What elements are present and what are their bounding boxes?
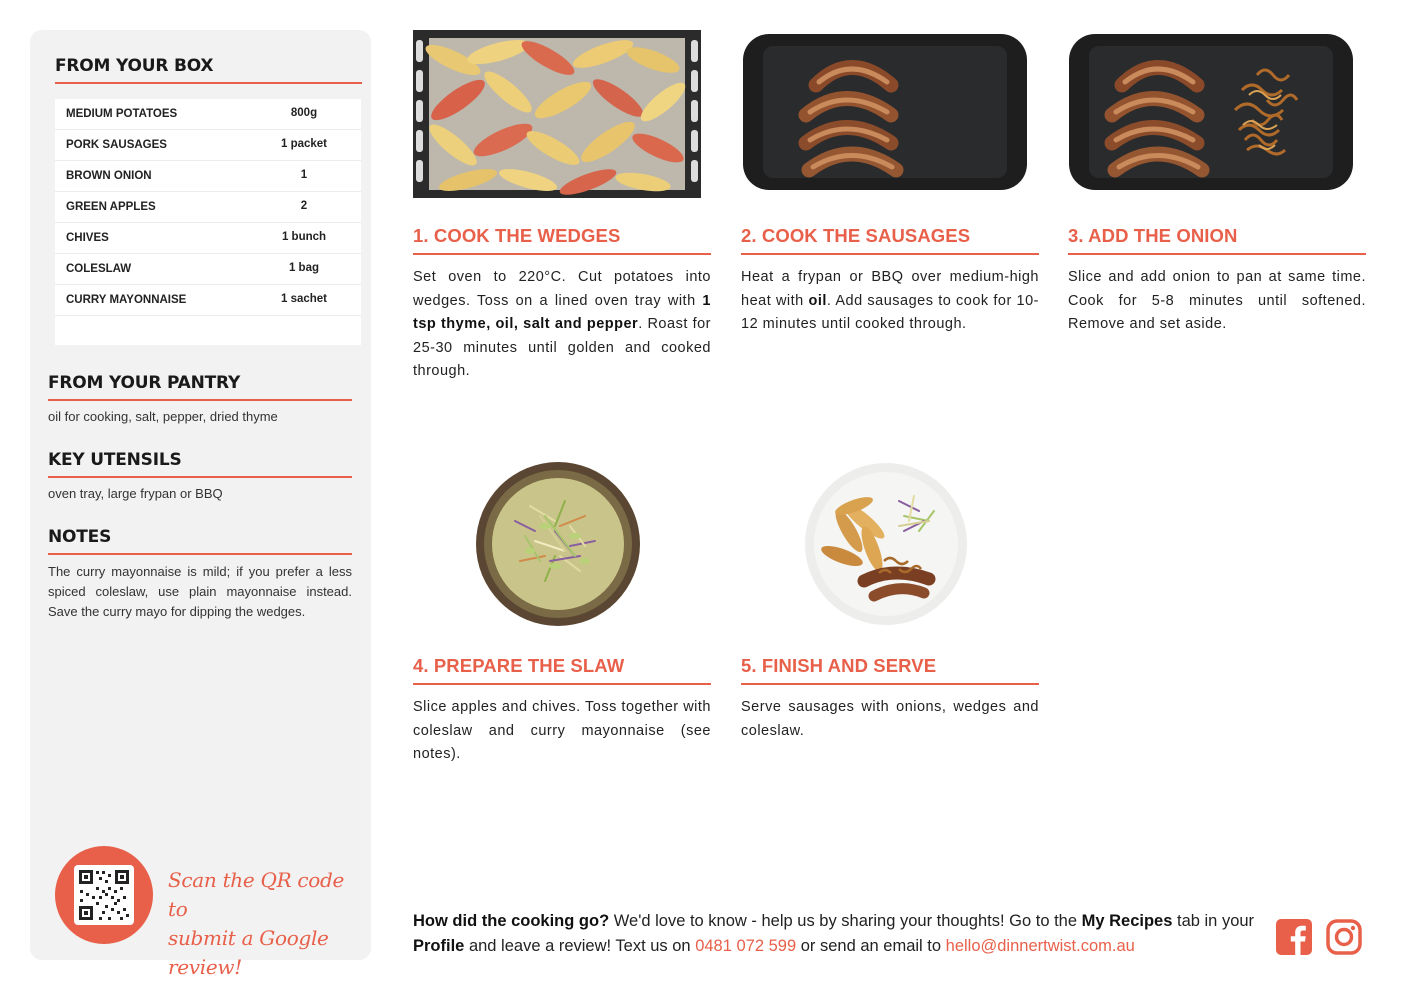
box-title-rule bbox=[55, 82, 362, 84]
ingredient-name: BROWN ONION bbox=[66, 170, 152, 182]
qr-badge[interactable] bbox=[55, 846, 153, 944]
from-your-box-title: FROM YOUR BOX bbox=[55, 56, 214, 76]
footer-text-2: tab in your bbox=[1172, 912, 1255, 930]
step5-text: Serve sausages with onions, wedges and coleslaw. bbox=[741, 699, 1039, 739]
ingredient-qty: 800g bbox=[290, 107, 318, 119]
pantry-text: oil for cooking, salt, pepper, dried thyme bbox=[48, 409, 278, 424]
utensils-title-rule bbox=[48, 476, 352, 478]
step1-photo bbox=[413, 30, 701, 198]
step2-rule bbox=[741, 253, 1039, 255]
table-row bbox=[55, 99, 361, 130]
ingredient-qty: 1 bunch bbox=[281, 231, 327, 243]
qr-code[interactable] bbox=[74, 865, 134, 925]
notes-title: NOTES bbox=[48, 527, 112, 547]
footer-text-1: We'd love to know - help us by sharing your thoughts! Go to the bbox=[609, 912, 1082, 930]
ingredient-name: CURRY MAYONNAISE bbox=[66, 294, 187, 306]
step3-photo bbox=[1067, 30, 1355, 195]
notes-title-rule bbox=[48, 553, 352, 555]
ingredient-qty: 1 sachet bbox=[280, 293, 328, 305]
footer-my-recipes: My Recipes bbox=[1081, 912, 1173, 930]
table-row bbox=[55, 254, 361, 285]
footer-email-link[interactable]: hello@dinnertwist.com.au bbox=[945, 937, 1135, 955]
footer-profile: Profile bbox=[413, 937, 465, 955]
step5-photo bbox=[804, 461, 968, 627]
ingredient-name: MEDIUM POTATOES bbox=[66, 108, 178, 120]
qr-caption-line2: submit a Google review! bbox=[168, 926, 329, 979]
qr-caption-line1: Scan the QR code to bbox=[168, 868, 345, 921]
ingredient-qty: 1 packet bbox=[280, 138, 328, 150]
ingredient-name: GREEN APPLES bbox=[66, 201, 156, 213]
ingredient-qty: 2 bbox=[300, 200, 308, 212]
step1-rule bbox=[413, 253, 711, 255]
notes-text: The curry mayonnaise is mild; if you prefer a less spiced coleslaw, use plain mayonnaise instead. Save the curry mayo for dipping the wedges. bbox=[48, 564, 352, 619]
table-row bbox=[55, 223, 361, 254]
from-your-pantry-title: FROM YOUR PANTRY bbox=[48, 373, 241, 393]
step1-text-bold: 1 tsp thyme, oil, salt and pepper bbox=[413, 292, 711, 332]
step2-title: 2. COOK THE SAUSAGES bbox=[741, 225, 971, 246]
step2-text bbox=[741, 266, 1039, 337]
footer-text-4: or send an email to bbox=[796, 937, 946, 955]
table-row bbox=[55, 285, 361, 316]
footer-text-3: and leave a review! Text us on bbox=[464, 937, 696, 955]
ingredient-name: COLESLAW bbox=[66, 263, 132, 275]
step4-rule bbox=[413, 683, 711, 685]
pantry-title-rule bbox=[48, 399, 352, 401]
step4-title: 4. PREPARE THE SLAW bbox=[413, 655, 625, 676]
step4-text: Slice apples and chives. Toss together with coleslaw and curry mayonnaise (see notes). bbox=[413, 699, 711, 762]
step1-text-a: Set oven to 220°C. Cut potatoes into wedges. Toss on a lined oven tray with bbox=[413, 269, 711, 309]
ingredient-qty: 1 bag bbox=[288, 262, 320, 274]
step2-photo bbox=[741, 30, 1029, 195]
step2-text-bold: oil bbox=[808, 292, 827, 309]
table-row bbox=[55, 130, 361, 161]
box-ingredients-table bbox=[55, 99, 361, 345]
step3-text: Slice and add onion to pan at same time. Cook for 5-8 minutes until softened. Remove and set aside. bbox=[1068, 269, 1366, 332]
instagram-icon[interactable] bbox=[1326, 919, 1362, 955]
ingredient-qty: 1 bbox=[300, 169, 308, 181]
ingredient-name: PORK SAUSAGES bbox=[66, 139, 167, 151]
footer-phone-link[interactable]: 0481 072 599 bbox=[695, 937, 797, 955]
table-row bbox=[55, 161, 361, 192]
key-utensils-title: KEY UTENSILS bbox=[48, 450, 182, 470]
utensils-text: oven tray, large frypan or BBQ bbox=[48, 486, 223, 501]
table-row bbox=[55, 192, 361, 223]
step1-title: 1. COOK THE WEDGES bbox=[413, 225, 621, 246]
facebook-icon[interactable] bbox=[1276, 919, 1312, 955]
step3-title: 3. ADD THE ONION bbox=[1068, 225, 1238, 246]
step5-rule bbox=[741, 683, 1039, 685]
step5-title: 5. FINISH AND SERVE bbox=[741, 655, 937, 676]
step1-text bbox=[413, 266, 711, 384]
step2-text-a: Heat a frypan or BBQ over medium-high heat with bbox=[741, 269, 1039, 309]
feedback-footer bbox=[413, 909, 1263, 959]
step2-text-b: . Add sausages to cook for 10-12 minutes until cooked through. bbox=[741, 292, 1039, 332]
step3-rule bbox=[1068, 253, 1366, 255]
qr-code-icon bbox=[74, 865, 134, 925]
footer-question: How did the cooking go? bbox=[413, 912, 610, 930]
step1-text-b: . Roast for 25-30 minutes until golden and cooked through. bbox=[413, 316, 711, 379]
ingredient-name: CHIVES bbox=[66, 232, 109, 244]
step4-photo bbox=[475, 461, 641, 627]
qr-caption bbox=[168, 866, 363, 982]
